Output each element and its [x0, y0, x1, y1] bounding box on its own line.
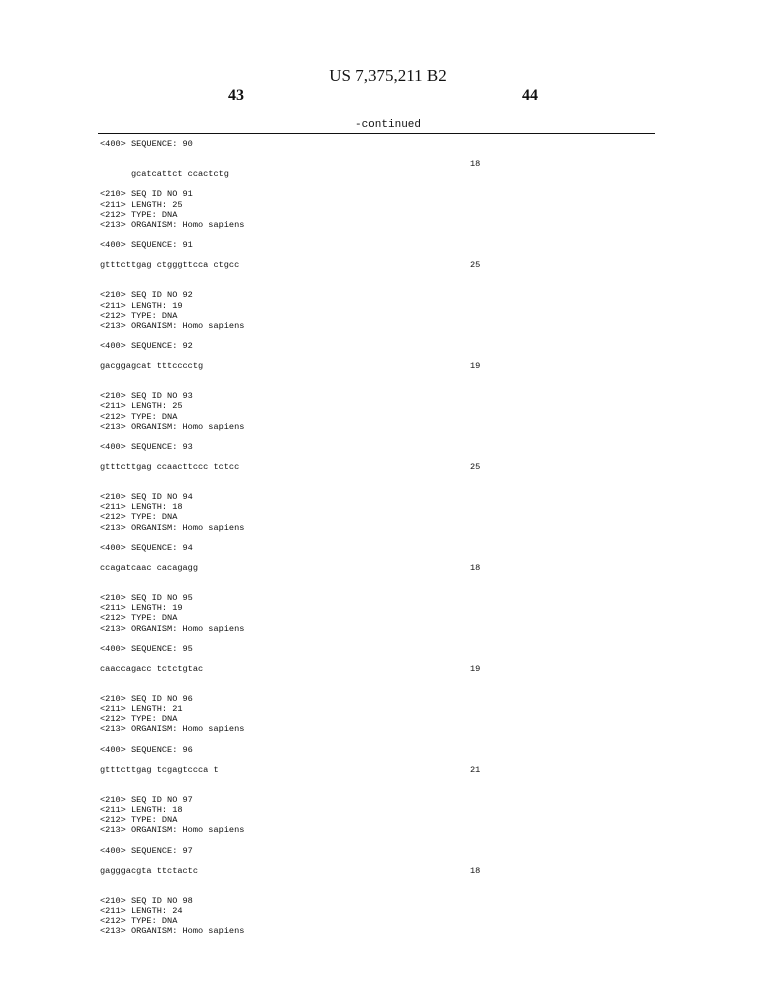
type-line: <212> TYPE: DNA	[100, 815, 178, 826]
sequence-length: 18	[470, 159, 481, 170]
organism-line: <213> ORGANISM: Homo sapiens	[100, 522, 245, 533]
length-line: <211> LENGTH: 18	[100, 805, 183, 816]
type-line: <212> TYPE: DNA	[100, 411, 178, 422]
sequence-row	[100, 563, 500, 573]
type-line: <212> TYPE: DNA	[100, 613, 178, 624]
sequence-text: gagggacgta ttctactc	[100, 865, 198, 876]
sequence-label: <400> SEQUENCE: 91	[100, 239, 193, 250]
sequence-row	[100, 159, 500, 180]
sequence-length: 18	[470, 865, 481, 876]
length-line: <211> LENGTH: 19	[100, 603, 183, 614]
sequence-text: gcatcattct ccactctg	[130, 169, 229, 180]
sequence-listing	[100, 139, 500, 936]
type-line: <212> TYPE: DNA	[100, 714, 178, 725]
left-column-number: 43	[228, 87, 244, 104]
sequence-text: gtttcttgag ccaacttccc tctcc	[100, 462, 240, 472]
sequence-label: <400> SEQUENCE: 96	[100, 744, 193, 755]
organism-line: <213> ORGANISM: Homo sapiens	[100, 724, 245, 735]
sequence-label: <400> SEQUENCE: 92	[100, 340, 193, 351]
right-column-number: 44	[522, 87, 538, 104]
sequence-row	[100, 664, 500, 674]
organism-line: <213> ORGANISM: Homo sapiens	[100, 926, 245, 937]
sequence-text: gtttcttgag tcgagtccca t	[100, 764, 219, 775]
sequence-entry	[100, 674, 500, 775]
sequence-block-90	[100, 139, 500, 180]
sequence-row	[100, 866, 500, 876]
organism-line: <213> ORGANISM: Homo sapiens	[100, 219, 245, 230]
seq-id-line: <210> SEQ ID NO 93	[100, 391, 193, 402]
seq-id-line: <210> SEQ ID NO 97	[100, 795, 193, 806]
sequence-length: 19	[470, 663, 481, 674]
sequence-length: 18	[470, 562, 481, 573]
type-line: <212> TYPE: DNA	[100, 209, 178, 220]
length-line: <211> LENGTH: 25	[100, 401, 183, 412]
type-line: <212> TYPE: DNA	[100, 916, 178, 927]
sequence-entry-98	[100, 876, 500, 937]
sequence-text: gacggagcat tttcccctg	[100, 361, 204, 372]
length-line: <211> LENGTH: 25	[100, 199, 183, 210]
length-line: <211> LENGTH: 18	[100, 502, 183, 513]
patent-number: US 7,375,211 B2	[329, 66, 447, 85]
sequence-label: <400> SEQUENCE: 94	[100, 542, 193, 553]
sequence-entry	[100, 472, 500, 573]
seq-id-line: <210> SEQ ID NO 94	[100, 492, 193, 503]
organism-line: <213> ORGANISM: Homo sapiens	[100, 421, 245, 432]
sequence-row	[100, 361, 500, 371]
sequence-entry	[100, 775, 500, 876]
sequence-row	[100, 260, 500, 270]
sequence-length: 21	[470, 764, 481, 775]
organism-line: <213> ORGANISM: Homo sapiens	[100, 320, 245, 331]
seq-id-line: <210> SEQ ID NO 95	[100, 593, 193, 604]
sequence-entry	[100, 573, 500, 674]
type-line: <212> TYPE: DNA	[100, 512, 178, 523]
length-line: <211> LENGTH: 21	[100, 704, 183, 715]
type-line: <212> TYPE: DNA	[100, 310, 178, 321]
sequence-length: 19	[470, 361, 481, 372]
sequence-row	[100, 765, 500, 775]
seq-id-line: <210> SEQ ID NO 92	[100, 290, 193, 301]
sequence-row	[100, 462, 500, 472]
seq-id-line: <210> SEQ ID NO 98	[100, 896, 193, 907]
sequence-entry	[100, 169, 500, 270]
sequence-label: <400> SEQUENCE: 95	[100, 643, 193, 654]
seq-id-line: <210> SEQ ID NO 96	[100, 694, 193, 705]
sequence-text: ccagatcaac cacagagg	[100, 562, 198, 573]
sequence-label: <400> SEQUENCE: 93	[100, 441, 193, 452]
sequence-entry	[100, 270, 500, 371]
header-rule	[98, 133, 655, 134]
sequence-label: <400> SEQUENCE: 90	[100, 139, 193, 149]
continued-label: -continued	[354, 119, 421, 131]
sequence-length: 25	[470, 462, 481, 472]
length-line: <211> LENGTH: 19	[100, 300, 183, 311]
sequence-label: <400> SEQUENCE: 97	[100, 845, 193, 856]
sequence-entry	[100, 371, 500, 472]
sequence-text: caaccagacc tctctgtac	[100, 663, 204, 674]
organism-line: <213> ORGANISM: Homo sapiens	[100, 623, 245, 634]
seq-id-line: <210> SEQ ID NO 91	[100, 189, 193, 200]
sequence-text: gtttcttgag ctgggttcca ctgcc	[100, 260, 240, 271]
sequence-length: 25	[470, 260, 481, 271]
organism-line: <213> ORGANISM: Homo sapiens	[100, 825, 245, 836]
length-line: <211> LENGTH: 24	[100, 906, 183, 917]
